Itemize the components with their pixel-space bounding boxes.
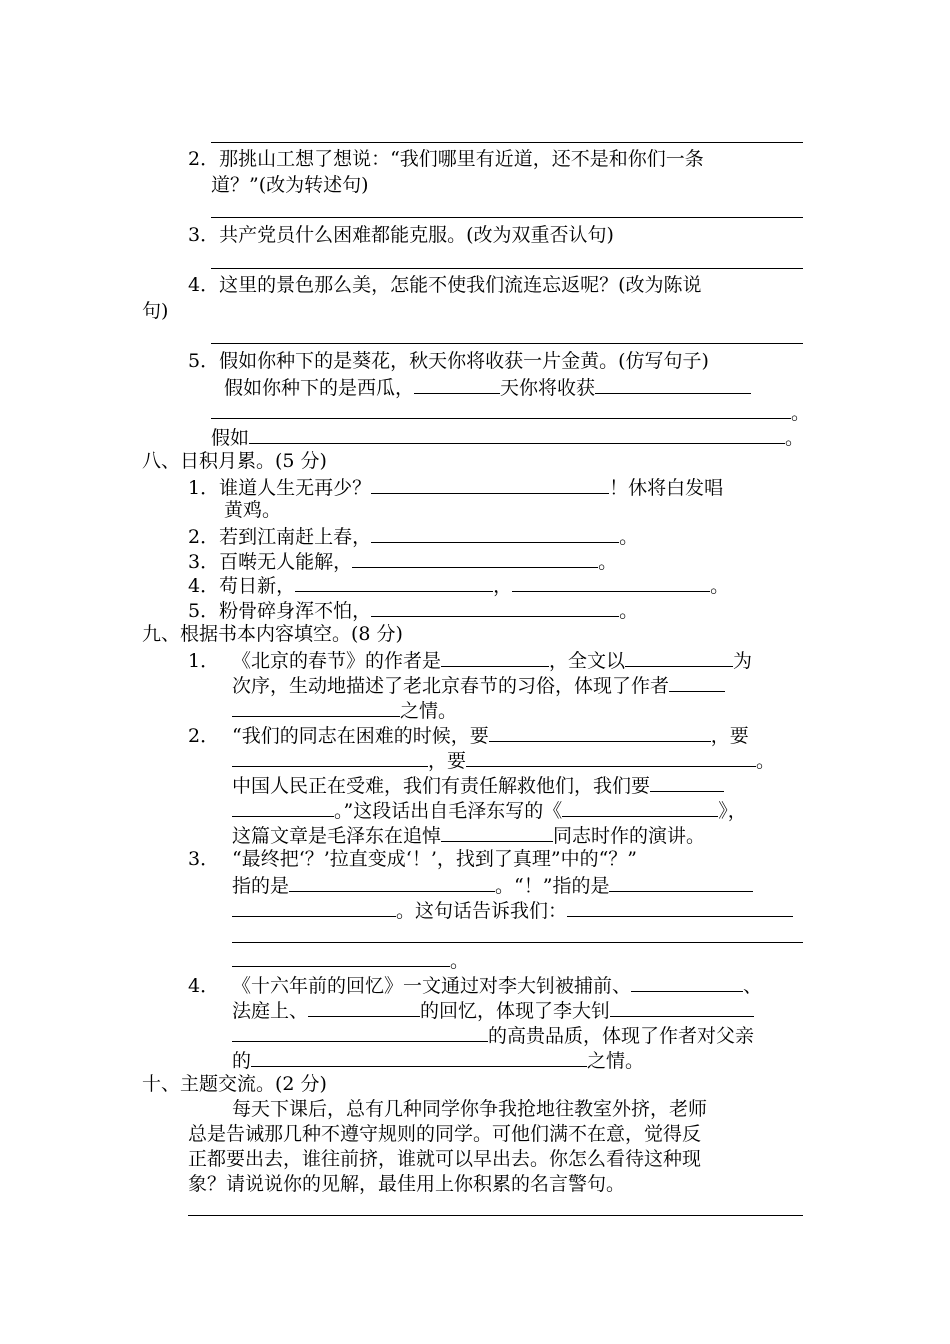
period: 。 xyxy=(710,575,730,597)
fill-blank[interactable] xyxy=(669,672,725,692)
fill-blank[interactable] xyxy=(232,697,400,717)
question-number: 2． xyxy=(188,725,220,747)
question-text: “最终把‘？’拉直变成‘！’，找到了真理”中的“？” xyxy=(232,848,638,870)
question-text: 《北京的春节》的作者是 xyxy=(232,650,442,672)
imitation-line-2 xyxy=(211,399,810,425)
answer-line[interactable] xyxy=(211,217,803,218)
question-2 xyxy=(188,147,704,171)
fill-blank[interactable] xyxy=(441,822,553,842)
fill-blank[interactable] xyxy=(414,374,500,394)
question-1-line-2 xyxy=(232,672,725,698)
question-text: “我们的同志在困难的时候，要 xyxy=(232,725,489,747)
question-text: 为 xyxy=(733,650,753,672)
question-4 xyxy=(188,572,729,598)
prompt-text: 假如 xyxy=(211,427,250,449)
fill-blank[interactable] xyxy=(289,872,495,892)
period: 。 xyxy=(791,402,811,424)
question-2-line-2 xyxy=(232,747,775,773)
question-text: 。“！”指的是 xyxy=(495,875,610,897)
question-3-line-2 xyxy=(232,872,753,898)
fill-blank[interactable] xyxy=(466,747,756,767)
question-2-continuation: 道？”(改为转述句) xyxy=(211,174,369,196)
question-text: 之情。 xyxy=(587,1050,645,1072)
question-2-line-4 xyxy=(232,797,747,823)
prompt-text: 天你将收获 xyxy=(500,377,596,399)
period: 。 xyxy=(619,526,639,548)
question-4-line-2 xyxy=(232,997,754,1023)
question-4-continuation: 句) xyxy=(142,300,169,322)
question-4 xyxy=(188,972,762,998)
section-9-title: 九、根据书本内容填空。(8 分) xyxy=(142,623,403,645)
question-5 xyxy=(188,597,638,623)
question-3 xyxy=(188,847,637,871)
question-text: 的 xyxy=(232,1050,252,1072)
question-text: 谁道人生无再少？ xyxy=(219,477,372,499)
fill-blank[interactable] xyxy=(232,1022,488,1042)
question-text: 共产党员什么困难都能克服。(改为双重否认句) xyxy=(219,224,614,246)
question-text: 苟日新， xyxy=(219,575,296,597)
fill-blank[interactable] xyxy=(295,572,493,592)
prompt-paragraph-line: 象？请说说你的见解，最佳用上你积累的名言警句。 xyxy=(188,1173,626,1195)
question-1 xyxy=(188,474,723,500)
question-text: 。这句话告诉我们： xyxy=(396,900,568,922)
question-text: 之情。 xyxy=(400,700,458,722)
prompt-paragraph-line: 每天下课后，总有几种同学你争我抢地往教室外挤，老师 xyxy=(232,1098,708,1120)
fill-blank[interactable] xyxy=(512,572,710,592)
answer-line[interactable] xyxy=(211,268,803,269)
question-number: 3． xyxy=(188,551,220,573)
question-text: 中国人民正在受难，我们有责任解救他们，我们要 xyxy=(232,775,651,797)
section-8-title: 八、日积月累。(5 分) xyxy=(142,450,327,472)
question-number: 1． xyxy=(188,477,220,499)
question-text: 法庭上、 xyxy=(232,1000,309,1022)
question-text: 粉骨碎身浑不怕， xyxy=(219,600,372,622)
question-text: 指的是 xyxy=(232,875,290,897)
fill-blank[interactable] xyxy=(251,1047,587,1067)
prompt-paragraph-line: 正都要出去，谁往前挤，谁就可以早出去。你怎么看待这种现 xyxy=(188,1148,702,1170)
fill-blank[interactable] xyxy=(371,597,619,617)
question-text: ！休将白发唱 xyxy=(609,477,724,499)
question-2-line-5 xyxy=(232,822,705,848)
fill-blank[interactable] xyxy=(232,747,428,767)
question-3-line-3 xyxy=(232,897,793,923)
fill-blank[interactable] xyxy=(211,399,791,419)
answer-line[interactable] xyxy=(188,1215,803,1216)
fill-blank[interactable] xyxy=(567,897,793,917)
fill-blank[interactable] xyxy=(352,548,598,568)
fill-blank[interactable] xyxy=(610,997,754,1017)
imitation-line-1 xyxy=(224,374,751,400)
question-number: 4． xyxy=(188,975,220,997)
fill-blank[interactable] xyxy=(650,772,724,792)
period: 。 xyxy=(598,551,618,573)
imitation-line-3 xyxy=(211,424,804,450)
question-text: ，全文以 xyxy=(549,650,626,672)
fill-blank[interactable] xyxy=(595,374,751,394)
question-number: 5． xyxy=(188,600,220,622)
question-1 xyxy=(188,647,752,673)
question-text: 的回忆，体现了李大钊 xyxy=(420,1000,611,1022)
comma: ， xyxy=(493,575,513,597)
question-text: 百啭无人能解， xyxy=(219,551,353,573)
fill-blank[interactable] xyxy=(441,647,549,667)
period: 。 xyxy=(756,750,776,772)
question-3 xyxy=(188,548,617,574)
period: 。 xyxy=(785,427,805,449)
question-4 xyxy=(188,273,702,297)
question-number: 3． xyxy=(188,848,220,870)
question-text: 这里的景色那么美，怎能不使我们流连忘返呢？(改为陈说 xyxy=(219,274,702,296)
question-number: 5． xyxy=(188,350,220,372)
question-number: 4． xyxy=(188,575,220,597)
question-1-continuation: 黄鸡。 xyxy=(224,499,282,521)
prompt-paragraph-line: 总是告诫那几种不遵守规则的同学。可他们满不在意，觉得反 xyxy=(188,1123,702,1145)
fill-blank[interactable] xyxy=(308,997,420,1017)
question-text: 次序，生动地描述了老北京春节的习俗，体现了作者 xyxy=(232,675,670,697)
question-2 xyxy=(188,523,638,549)
question-4-line-3 xyxy=(232,1022,754,1048)
period: 。 xyxy=(619,600,639,622)
section-10-title: 十、主题交流。(2 分) xyxy=(142,1073,327,1095)
question-number: 2． xyxy=(188,148,220,170)
prompt-text: 假如你种下的是西瓜， xyxy=(224,377,415,399)
question-text: 》， xyxy=(718,800,747,822)
question-number: 2． xyxy=(188,526,220,548)
question-text: 假如你种下的是葵花，秋天你将收获一片金黄。(仿写句子) xyxy=(219,350,709,372)
question-text: ，要 xyxy=(428,750,467,772)
fill-blank[interactable] xyxy=(232,947,450,967)
question-4-line-4 xyxy=(232,1047,644,1073)
fill-blank[interactable] xyxy=(489,722,711,742)
question-text: 、 xyxy=(743,975,763,997)
fill-blank[interactable] xyxy=(625,647,733,667)
question-text: ，要 xyxy=(710,725,749,747)
answer-line[interactable] xyxy=(211,343,803,344)
question-2-line-3 xyxy=(232,772,724,798)
question-5 xyxy=(188,349,709,373)
fill-blank[interactable] xyxy=(562,797,718,817)
question-2 xyxy=(188,722,749,748)
fill-blank[interactable] xyxy=(371,474,609,494)
fill-blank[interactable] xyxy=(609,872,753,892)
question-text: 。”这段话出自毛泽东写的《 xyxy=(334,800,563,822)
fill-blank[interactable] xyxy=(249,424,785,444)
question-1-line-3 xyxy=(232,697,457,723)
fill-blank[interactable] xyxy=(232,897,396,917)
question-text: 同志时作的演讲。 xyxy=(553,825,706,847)
answer-line[interactable] xyxy=(232,942,803,943)
fill-blank[interactable] xyxy=(371,523,619,543)
question-text: 《十六年前的回忆》一文通过对李大钊被捕前、 xyxy=(232,975,632,997)
fill-blank[interactable] xyxy=(232,797,334,817)
question-text: 若到江南赶上春， xyxy=(219,526,372,548)
question-number: 4． xyxy=(188,274,220,296)
question-number: 1． xyxy=(188,650,220,672)
period: 。 xyxy=(450,950,470,972)
question-text: 这篇文章是毛泽东在追悼 xyxy=(232,825,442,847)
question-number: 3． xyxy=(188,224,220,246)
question-text: 那挑山工想了想说：“我们哪里有近道，还不是和你们一条 xyxy=(219,148,704,170)
question-3-line-5 xyxy=(232,947,469,973)
question-3 xyxy=(188,223,614,247)
fill-blank[interactable] xyxy=(631,972,743,992)
answer-line[interactable] xyxy=(211,142,803,143)
question-text: 的高贵品质，体现了作者对父亲 xyxy=(488,1025,755,1047)
